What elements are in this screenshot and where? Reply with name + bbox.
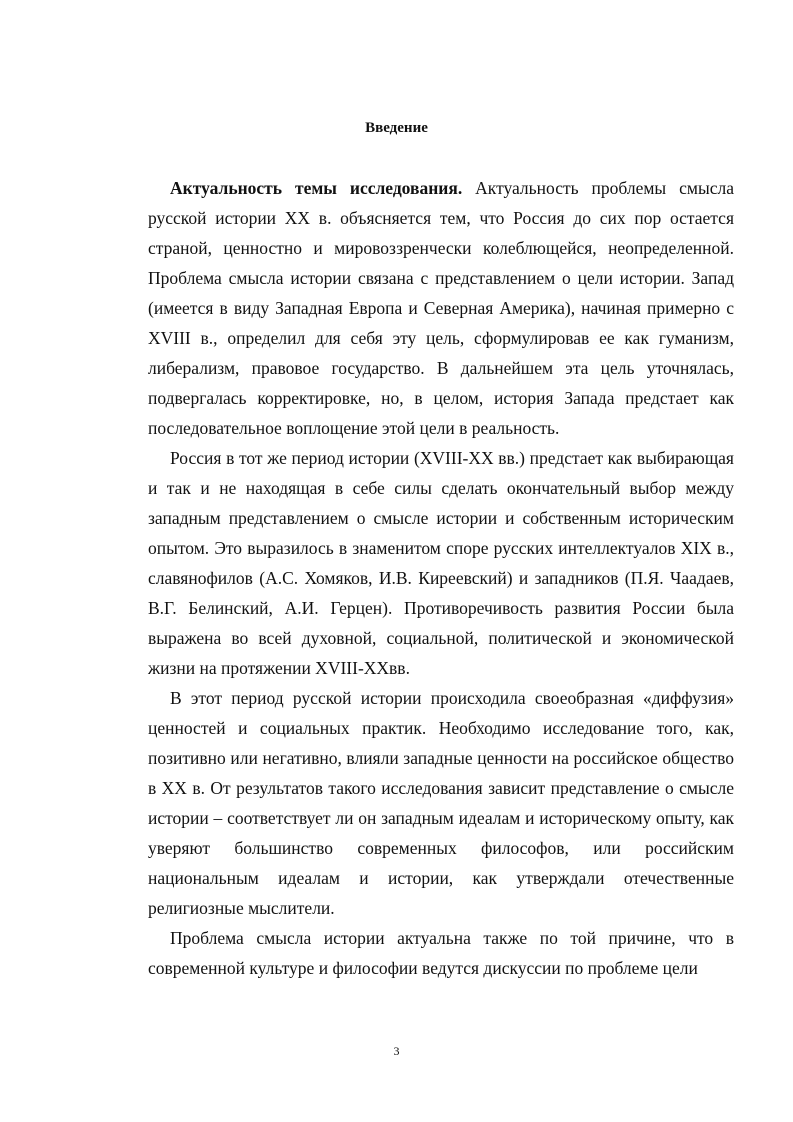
paragraph-relevance bbox=[148, 173, 734, 443]
paragraph-text: Актуальность проблемы смысла русской истории XX в. объясняется тем, что Россия до сих пор остается страной, ценностно и мировоззренчески колеблющейся, неопределенной. Проблема смысла истории связана с представлением о цели истории. Запад (имеется в виду Западная Европа и Северная Америка), начиная примерно с XVIII в., определил для себя эту цель, сформулировав ее как гуманизм, либерализм, правовое государство. В дальнейшем эта цель уточнялась, подвергалась корректировке, но, в целом, история Запада предстает как последовательное воплощение этой цели в реальность. bbox=[148, 178, 735, 438]
paragraph-diffusion: В этот период русской истории происходила своеобразная «диффузия» ценностей и социальных практик. Необходимо исследование того, как, позитивно или негативно, влияли западные ценности на российское общество в XX в. От результатов такого исследования зависит представление о смысле истории – соответствует ли он западным идеалам и историческому опыту, как уверяют большинство современных философов, или российским национальным идеалам и истории, как утверждали отечественные религиозные мыслители. bbox=[148, 688, 734, 918]
page-number: 3 bbox=[393, 1044, 400, 1058]
paragraph-lead: Актуальность темы исследования. bbox=[170, 178, 463, 198]
paragraph-relevance-reason: Проблема смысла истории актуальна также по той причине, что в современной культуре и философии ведутся дискуссии по проблеме цели bbox=[148, 928, 734, 978]
page-title: Введение bbox=[365, 120, 428, 136]
document-body bbox=[148, 173, 734, 983]
paragraph-russia-choice: Россия в тот же период истории (XVIII-XX вв.) предстает как выбирающая и так и не находящая в себе силы сделать окончательный выбор между западным представлением о смысле истории и собственным историческим опытом. Это выразилось в знаменитом споре русских интеллектуалов XIX в., славянофилов (А.С. Хомяков, И.В. Киреевский) и западников (П.Я. Чаадаев, В.Г. Белинский, А.И. Герцен). Противоречивость развития России была выражена во всей духовной, социальной, политической и экономической жизни на протяжении XVIII-XXвв. bbox=[148, 448, 734, 678]
